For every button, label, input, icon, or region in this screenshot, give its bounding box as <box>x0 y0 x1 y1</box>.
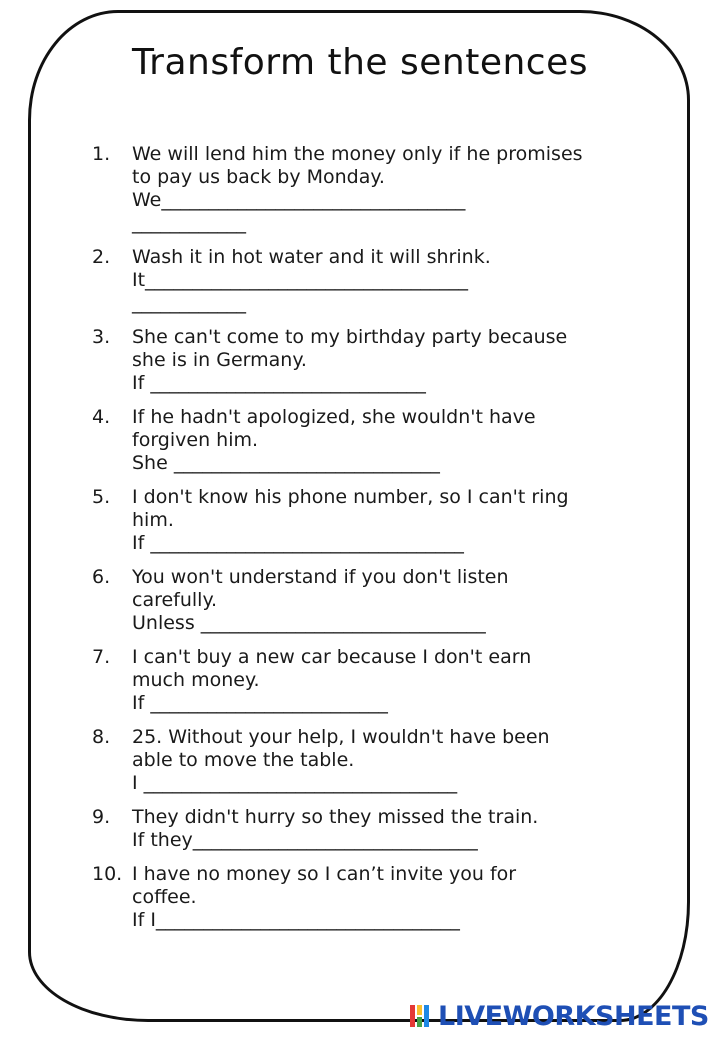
exercise-number: 7. <box>92 646 111 668</box>
exercise-item <box>92 566 632 635</box>
exercise-line: him. <box>132 509 174 531</box>
exercise-line: You won't understand if you don't listen <box>132 566 509 588</box>
exercise-number: 5. <box>92 486 111 508</box>
exercise-line: forgiven him. <box>132 429 259 451</box>
exercise-line: If _________________________ <box>132 692 388 714</box>
exercise-item <box>92 486 632 555</box>
exercise-item <box>92 726 632 795</box>
exercise-text <box>132 806 632 852</box>
exercise-item <box>92 863 632 932</box>
exercise-item <box>92 646 632 715</box>
exercise-line: I can't buy a new car because I don't earn <box>132 646 532 668</box>
exercise-line: carefully. <box>132 589 218 611</box>
exercise-text <box>132 326 632 395</box>
exercise-item <box>92 246 632 315</box>
exercise-number: 8. <box>92 726 111 748</box>
exercise-line: 25. Without your help, I wouldn't have been <box>132 726 550 748</box>
exercise-number: 10. <box>92 863 123 885</box>
exercise-line: They didn't hurry so they missed the train. <box>132 806 539 828</box>
exercise-line: able to move the table. <box>132 749 355 771</box>
exercise-number: 9. <box>92 806 111 828</box>
exercise-line: We________________________________ <box>132 189 466 211</box>
exercise-text <box>132 646 632 715</box>
exercise-line: she is in Germany. <box>132 349 307 371</box>
exercise-line: Unless ______________________________ <box>132 612 486 634</box>
exercise-item <box>92 143 632 235</box>
exercise-line: If he hadn't apologized, she wouldn't have <box>132 406 536 428</box>
exercise-line: I _________________________________ <box>132 772 458 794</box>
exercise-line: to pay us back by Monday. <box>132 166 385 188</box>
exercise-line: She can't come to my birthday party because <box>132 326 568 348</box>
exercise-text <box>132 143 632 235</box>
exercise-number: 2. <box>92 246 111 268</box>
exercise-line: She ____________________________ <box>132 452 440 474</box>
exercise-text <box>132 566 632 635</box>
exercise-line: I have no money so I can’t invite you for <box>132 863 517 885</box>
exercise-text <box>132 863 632 932</box>
exercise-list <box>92 143 632 943</box>
exercise-line: ____________ <box>132 212 246 234</box>
exercise-number: 6. <box>92 566 111 588</box>
exercise-line: coffee. <box>132 886 197 908</box>
liveworksheets-logo <box>410 1000 709 1032</box>
exercise-line: It__________________________________ <box>132 269 469 291</box>
exercise-text <box>132 726 632 795</box>
exercise-line: We will lend him the money only if he promises <box>132 143 583 165</box>
exercise-number: 3. <box>92 326 111 348</box>
exercise-number: 4. <box>92 406 111 428</box>
exercise-line: much money. <box>132 669 260 691</box>
liveworksheets-logo-icon <box>410 1003 436 1029</box>
exercise-line: I don't know his phone number, so I can't ring <box>132 486 569 508</box>
exercise-number: 1. <box>92 143 111 165</box>
exercise-line: ____________ <box>132 292 246 314</box>
exercise-line: If I________________________________ <box>132 909 460 931</box>
worksheet-title: Transform the sentences <box>131 42 589 83</box>
exercise-item <box>92 806 632 852</box>
exercise-line: Wash it in hot water and it will shrink. <box>132 246 491 268</box>
exercise-text <box>132 246 632 315</box>
exercise-line: If _____________________________ <box>132 372 426 394</box>
exercise-text <box>132 406 632 475</box>
exercise-line: If _________________________________ <box>132 532 464 554</box>
liveworksheets-logo-text: LIVEWORKSHEETS <box>438 1000 709 1032</box>
exercise-text <box>132 486 632 555</box>
exercise-item <box>92 326 632 395</box>
exercise-line: If they______________________________ <box>132 829 478 851</box>
exercise-item <box>92 406 632 475</box>
